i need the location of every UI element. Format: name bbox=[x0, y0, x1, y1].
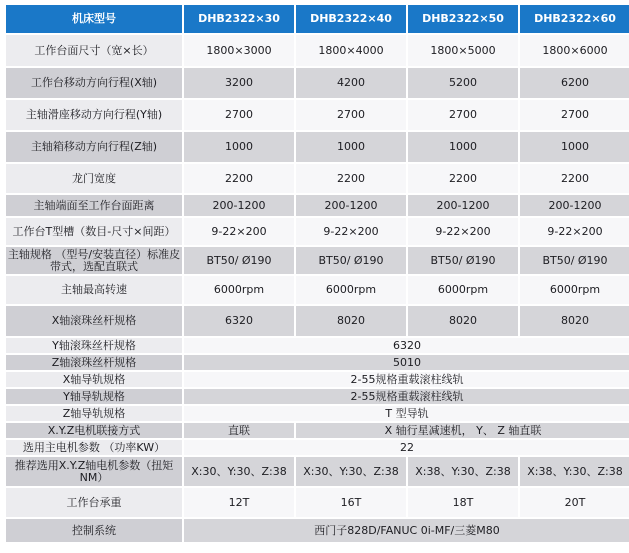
row-label: X.Y.Z电机联接方式 bbox=[6, 423, 182, 438]
cell-value: X:30、Y:30、Z:38 bbox=[296, 457, 406, 486]
cell-value: X:38、Y:30、Z:38 bbox=[408, 457, 518, 486]
cell-value: 6320 bbox=[184, 306, 294, 336]
row-label: 选用主电机参数 （功率KW） bbox=[6, 440, 182, 455]
cell-value: 1000 bbox=[408, 132, 518, 162]
cell-value: 1000 bbox=[184, 132, 294, 162]
cell-value: 2200 bbox=[296, 164, 406, 193]
row-label: X轴导轨规格 bbox=[6, 372, 182, 387]
cell-value: 20T bbox=[520, 488, 629, 517]
row-label: 工作台承重 bbox=[6, 488, 182, 517]
merged-value: 西门子828D/FANUC 0i-MF/三菱M80 bbox=[184, 519, 629, 542]
cell-value: 9-22×200 bbox=[408, 218, 518, 245]
row-label: 主轴滑座移动方向行程(Y轴) bbox=[6, 100, 182, 130]
table-row bbox=[6, 68, 629, 98]
cell-value: BT50/ Ø190 bbox=[408, 247, 518, 274]
merged-value: 6320 bbox=[184, 338, 629, 353]
cell-value: 9-22×200 bbox=[184, 218, 294, 245]
cell-value: 1800×6000 bbox=[520, 35, 629, 66]
row-label: 龙门宽度 bbox=[6, 164, 182, 193]
cell-value: 16T bbox=[296, 488, 406, 517]
merged-value: X 轴行星减速机， Y、 Z 轴直联 bbox=[296, 423, 629, 438]
row-label: X轴滚珠丝杆规格 bbox=[6, 306, 182, 336]
table-row bbox=[6, 355, 629, 370]
cell-value: 9-22×200 bbox=[520, 218, 629, 245]
cell-value: 12T bbox=[184, 488, 294, 517]
cell-value: 2700 bbox=[520, 100, 629, 130]
model-header: DHB2322×40 bbox=[296, 5, 406, 33]
row-label: Y轴滚珠丝杆规格 bbox=[6, 338, 182, 353]
cell-value: 6000rpm bbox=[296, 276, 406, 304]
table-row bbox=[6, 338, 629, 353]
cell-value: X:38、Y:30、Z:38 bbox=[520, 457, 629, 486]
cell-value: 1000 bbox=[296, 132, 406, 162]
cell-value: 6000rpm bbox=[184, 276, 294, 304]
row-label: Z轴导轨规格 bbox=[6, 406, 182, 421]
row-label: 工作台T型槽（数目-尺寸×间距） bbox=[6, 218, 182, 245]
merged-value: 2-55规格重载滚柱线轨 bbox=[184, 372, 629, 387]
cell-value: 3200 bbox=[184, 68, 294, 98]
cell-value: 2200 bbox=[520, 164, 629, 193]
table-row bbox=[6, 276, 629, 304]
row-label: 主轴规格 （型号/安装直径）标准皮带式，选配直联式 bbox=[7, 247, 181, 273]
cell-value: 5200 bbox=[408, 68, 518, 98]
header-row bbox=[6, 5, 629, 33]
table-row bbox=[6, 406, 629, 421]
row-label: 工作台面尺寸（宽×长） bbox=[6, 35, 182, 66]
cell-value: 9-22×200 bbox=[296, 218, 406, 245]
cell-value: 200-1200 bbox=[408, 195, 518, 216]
row-label: Z轴滚珠丝杆规格 bbox=[6, 355, 182, 370]
model-header: DHB2322×30 bbox=[184, 5, 294, 33]
table-row bbox=[6, 440, 629, 455]
cell-value: BT50/ Ø190 bbox=[296, 247, 406, 274]
row-label: 工作台移动方向行程(X轴) bbox=[6, 68, 182, 98]
cell-value: 200-1200 bbox=[184, 195, 294, 216]
table-row bbox=[6, 372, 629, 387]
table-row bbox=[6, 389, 629, 404]
cell-value: 18T bbox=[408, 488, 518, 517]
table-row bbox=[6, 247, 629, 274]
spec-table bbox=[4, 3, 629, 544]
cell-value: 6200 bbox=[520, 68, 629, 98]
merged-value: 2-55规格重载滚柱线轨 bbox=[184, 389, 629, 404]
cell-value: 2200 bbox=[184, 164, 294, 193]
table-row bbox=[6, 100, 629, 130]
cell-value: 8020 bbox=[520, 306, 629, 336]
cell-value: 2700 bbox=[184, 100, 294, 130]
cell-value: 6000rpm bbox=[520, 276, 629, 304]
cell-value: 8020 bbox=[296, 306, 406, 336]
cell-value: 2700 bbox=[408, 100, 518, 130]
row-label: 控制系统 bbox=[6, 519, 182, 542]
spec-table-container bbox=[4, 3, 626, 544]
cell-value: 直联 bbox=[184, 423, 294, 438]
cell-value: 1000 bbox=[520, 132, 629, 162]
table-row bbox=[6, 218, 629, 245]
cell-value: 200-1200 bbox=[296, 195, 406, 216]
model-header: DHB2322×50 bbox=[408, 5, 518, 33]
cell-value: 1800×3000 bbox=[184, 35, 294, 66]
table-row bbox=[6, 423, 629, 438]
row-label: 推荐选用X.Y.Z轴电机参数（扭矩NM） bbox=[6, 457, 182, 486]
cell-value: 6000rpm bbox=[408, 276, 518, 304]
cell-value: 2200 bbox=[408, 164, 518, 193]
cell-value: 1800×5000 bbox=[408, 35, 518, 66]
cell-value: 4200 bbox=[296, 68, 406, 98]
row-label: 主轴最高转速 bbox=[6, 276, 182, 304]
cell-value: 8020 bbox=[408, 306, 518, 336]
merged-value: 5010 bbox=[184, 355, 629, 370]
cell-value: 2700 bbox=[296, 100, 406, 130]
model-header: DHB2322×60 bbox=[520, 5, 629, 33]
cell-value: 1800×4000 bbox=[296, 35, 406, 66]
merged-value: T 型导轨 bbox=[184, 406, 629, 421]
table-row bbox=[6, 35, 629, 66]
table-row bbox=[6, 457, 629, 486]
row-label: Y轴导轨规格 bbox=[6, 389, 182, 404]
table-row bbox=[6, 195, 629, 216]
cell-value: BT50/ Ø190 bbox=[184, 247, 294, 274]
table-row bbox=[6, 306, 629, 336]
header-label: 机床型号 bbox=[6, 5, 182, 33]
table-row bbox=[6, 488, 629, 517]
table-row bbox=[6, 164, 629, 193]
table-row bbox=[6, 519, 629, 542]
merged-value: 22 bbox=[184, 440, 629, 455]
row-label: 主轴端面至工作台面距离 bbox=[6, 195, 182, 216]
cell-value: 200-1200 bbox=[520, 195, 629, 216]
row-label: 主轴箱移动方向行程(Z轴) bbox=[6, 132, 182, 162]
cell-value: X:30、Y:30、Z:38 bbox=[184, 457, 294, 486]
cell-value: BT50/ Ø190 bbox=[520, 247, 629, 274]
table-row bbox=[6, 132, 629, 162]
